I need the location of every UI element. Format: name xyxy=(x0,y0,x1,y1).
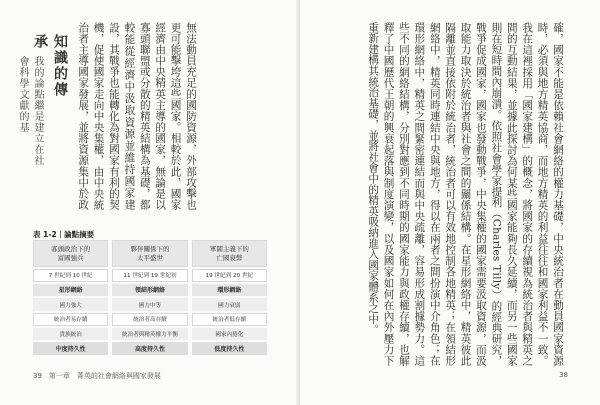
section-heading: 知識的傳承 xyxy=(32,34,68,98)
right-body-text: 確，國家不能是依賴社會網絡的權力基礎，中央統治者在動員國家資源時，必須與地方精英協商，而地方精英的利益往往和國家利益不一致。我在這裡採用「國家建構」的概念，將國家的存續視為統治者與精英之間的互動結果，並據此探討為何某些國家能夠長久延續，而另一些國家則在短時間內崩潰。依照社會學家提利（Charles Tilly）的經典研究，戰爭促成國家，國家也發動戰爭，中央集權的國家需要汲取資源，而汲取能力取決於統治者與社會之間的關係結構。在星形網絡中，精英彼此隔離並直接依附於統治者，統治者可以有效地控制各地精英；在領結形網絡中，精英同時連結中央與地方，得以在兩者之間扮演中介角色；在環形網絡中，精英之間緊密連結而與中央疏離，容易形成割據勢力。這些不同的網絡結構，分別對應到不同時期的國家能力與政權存續，也解釋了中國歷代王朝的興衰起落與制度演變，以及國家如何在內外壓力下重新建構其統治基礎，並將社會中的精英吸納進入國家體系之中。 xyxy=(367,22,564,366)
table-cell: 統治者低存續 xyxy=(192,313,267,326)
table-cell: 領結形網絡 xyxy=(112,284,187,297)
table-cell: 統治者高存續 xyxy=(112,313,187,326)
table-cell: 低度持久性 xyxy=(192,342,267,355)
summary-table xyxy=(33,240,267,355)
table-cell: 統治者易存續 xyxy=(33,313,108,326)
table-cell: 國家內捲化 xyxy=(192,328,267,341)
right-page xyxy=(300,0,600,405)
table-cell: 環形網絡 xyxy=(192,284,267,297)
table-header: 寡頭政治下的 富國強兵 xyxy=(33,240,108,267)
table-cell: 貴族統治 xyxy=(33,328,108,341)
table-title: 表 1-2｜論點摘要 xyxy=(33,230,95,239)
table-header: 軍閥主義下的 亡國衰弊 xyxy=(192,240,267,267)
table-cell: 高度持久性 xyxy=(112,342,187,355)
table-cell: 中度持久性 xyxy=(33,342,108,355)
left-body-text: 無法動員充足的國防資源，外部攻擊也更可能擊垮這些國家。相較於此，國家經濟由中央精英主導的國家，無論是以寡頭聯盟或分散的精英結構為基礎，都較能從經濟中汲取資源並維持國家建設，其戰爭也能轉化為對國家有利的契機，促使國家走向中央集權，由中央統治者主導國家發展，並將資源集中於政 xyxy=(77,22,197,210)
section-lead-text: 我的論點繼是建立在社會科學文獻的基 xyxy=(17,56,43,166)
table-cell: 星形網絡 xyxy=(33,284,108,297)
table-cell: 11 世紀到 19 世紀初 xyxy=(112,269,187,282)
table-cell: 7 世紀到 10 世紀 xyxy=(33,269,108,282)
right-page-number: 38 xyxy=(559,371,568,379)
table-cell: 國力衰弱 xyxy=(192,298,267,311)
table-cell: 19 世紀到 20 世紀 xyxy=(192,269,267,282)
table-cell: 國力中等 xyxy=(112,298,187,311)
table-cell: 國力強大 xyxy=(33,298,108,311)
table-cell: 統治者與精英權力平衡 xyxy=(112,328,187,341)
left-page-folio: 39 第一章 菁英的社會網絡與國家發展 xyxy=(33,372,161,380)
table-header: 夥伴關係下的 太平盛世 xyxy=(112,240,187,267)
